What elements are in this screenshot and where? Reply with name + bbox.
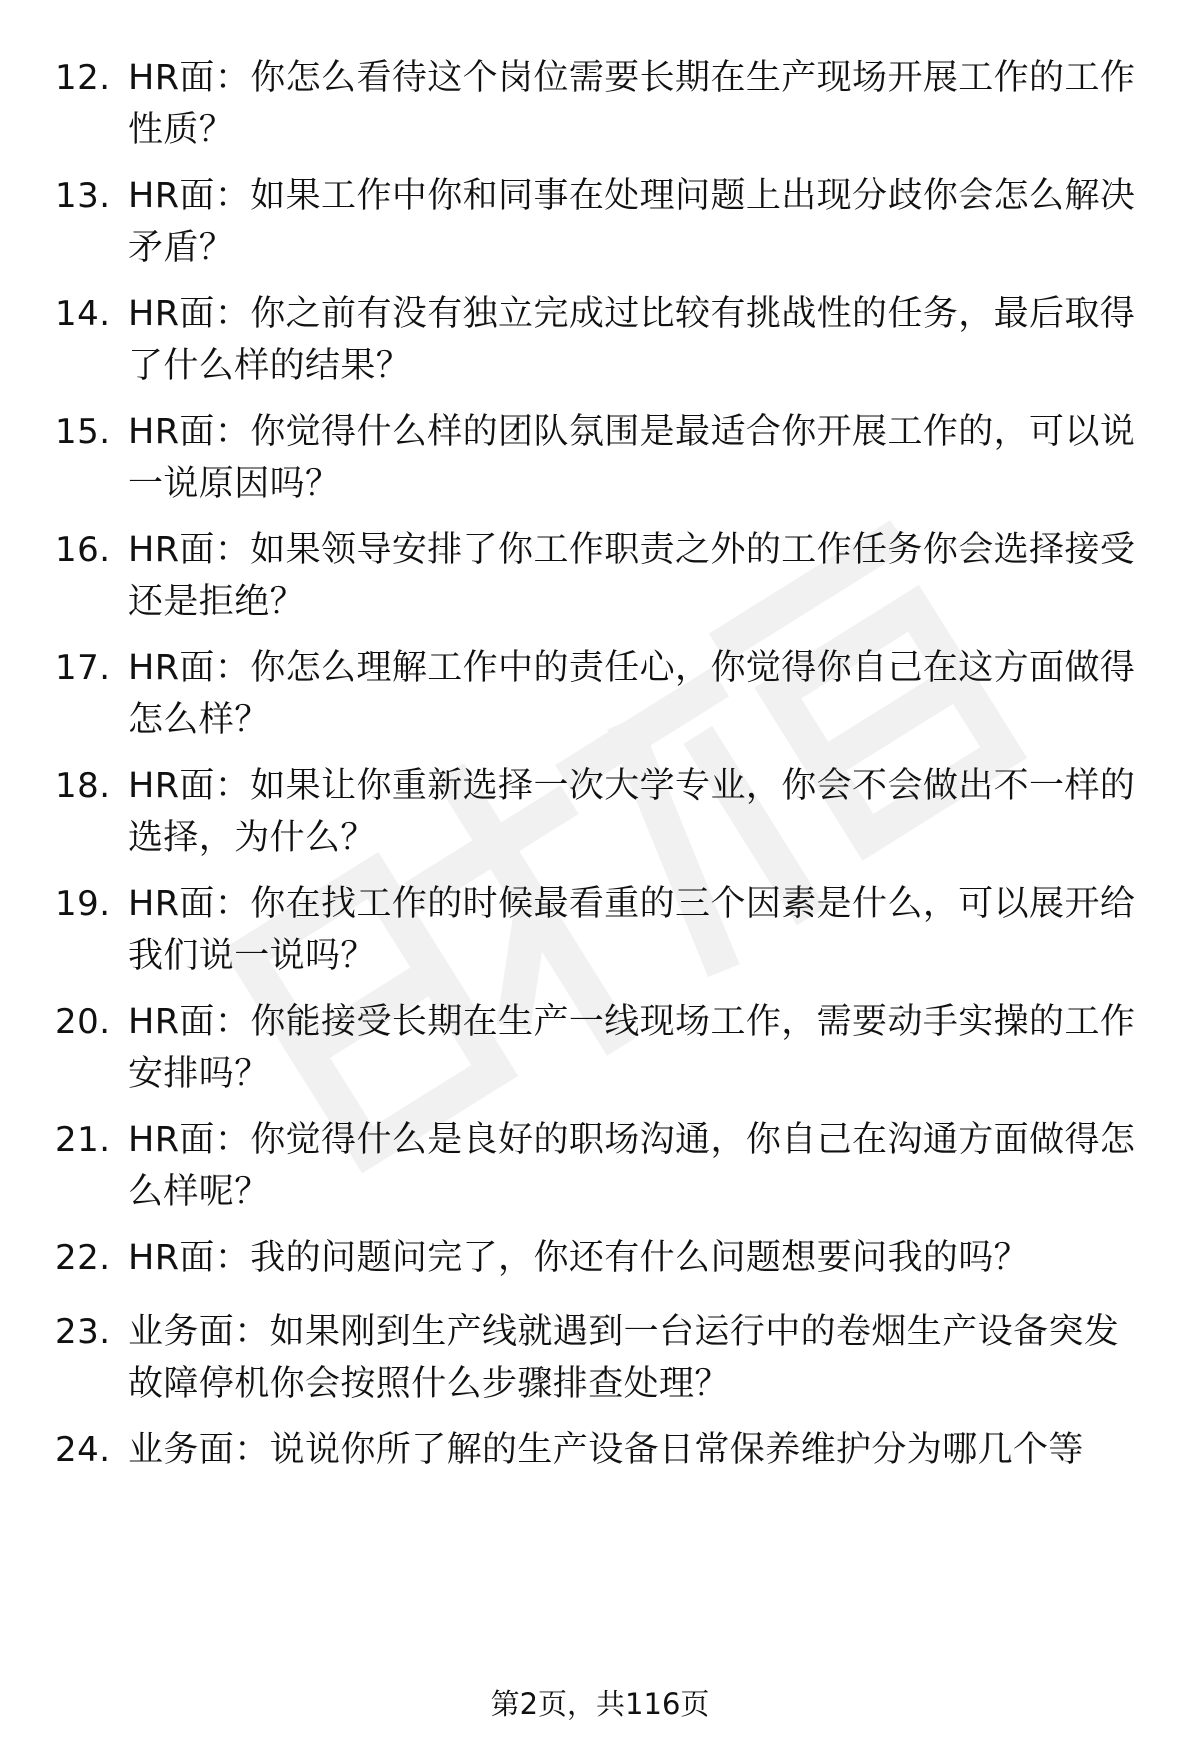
question-number: 16. — [55, 530, 111, 570]
question-text: HR面：我的问题问完了，你还有什么问题想要问我的吗？ — [128, 1238, 1030, 1278]
question-number: 23. — [55, 1312, 111, 1352]
question-text: 业务面：说说你所了解的生产设备日常保养维护分为哪几个等 — [128, 1430, 1084, 1470]
question-number: 13. — [55, 176, 111, 216]
question-number: 20. — [55, 1002, 111, 1042]
question-number: 18. — [55, 766, 111, 806]
question-text: HR面：你能接受长期在生产一线现场工作，需要动手实操的工作安排吗？ — [128, 1002, 1136, 1094]
question-text: HR面：如果领导安排了你工作职责之外的工作任务你会选择接受还是拒绝？ — [128, 530, 1136, 622]
question-number: 22. — [55, 1238, 111, 1278]
question-number: 21. — [55, 1120, 111, 1160]
question-text: HR面：你觉得什么样的团队氛围是最适合你开展工作的，可以说一说原因吗？ — [128, 412, 1136, 504]
question-number: 19. — [55, 884, 111, 924]
question-text: HR面：你怎么看待这个岗位需要长期在生产现场开展工作的工作性质？ — [128, 58, 1136, 150]
question-number: 14. — [55, 294, 111, 334]
question-text: 业务面：如果刚到生产线就遇到一台运行中的卷烟生产设备突发故障停机你会按照什么步骤排查处理？ — [128, 1312, 1120, 1404]
question-text: HR面：你怎么理解工作中的责任心，你觉得你自己在这方面做得怎么样？ — [128, 648, 1136, 740]
question-text: HR面：你在找工作的时候最看重的三个因素是什么，可以展开给我们说一说吗？ — [128, 884, 1136, 976]
question-text: HR面：你之前有没有独立完成过比较有挑战性的任务，最后取得了什么样的结果？ — [128, 294, 1136, 386]
question-number: 12. — [55, 58, 111, 98]
question-number: 24. — [55, 1430, 111, 1470]
question-number: 17. — [55, 648, 111, 688]
question-text: HR面：你觉得什么是良好的职场沟通，你自己在沟通方面做得怎么样呢？ — [128, 1120, 1136, 1212]
question-text: HR面：如果工作中你和同事在处理问题上出现分歧你会怎么解决矛盾？ — [128, 176, 1136, 268]
question-text: HR面：如果让你重新选择一次大学专业，你会不会做出不一样的选择，为什么？ — [128, 766, 1136, 858]
page-footer: 第2页，共116页 — [490, 1687, 710, 1721]
question-number: 15. — [55, 412, 111, 452]
